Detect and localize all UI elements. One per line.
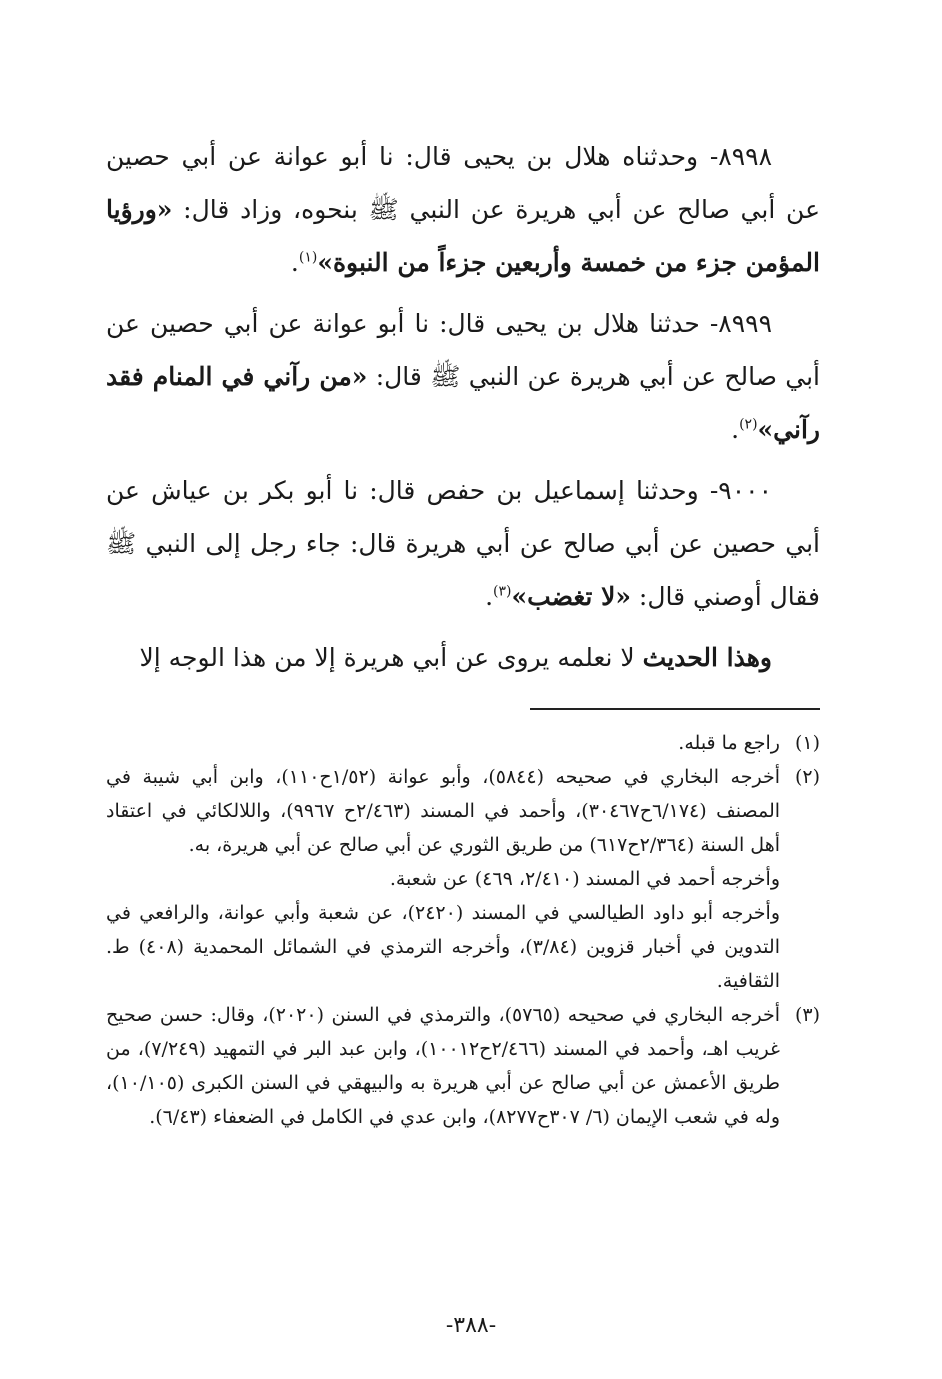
commentary-bold: وهذا الحديث — [642, 643, 772, 672]
footnote-text: وأخرجه أبو داود الطيالسي في المسند (٢٤٢٠)، عن شعبة وأبي عوانة، والرافعي في التدوين في أخبار قزوين (٣/٨٤)، وأخرجه الترمذي في الشمائل المحمدية (٤٠٨) ط. الثقافية. — [106, 902, 781, 992]
hadith-text: ٨٩٩٩- حدثنا هلال بن يحيى قال: نا أبو عوانة عن أبي حصين عن أبي صالح عن أبي هريرة عن النبي ﷺ قال: — [106, 309, 820, 391]
main-text — [106, 130, 820, 684]
hadith-end: . — [485, 582, 494, 611]
commentary-paragraph — [106, 631, 820, 684]
footnote-number: (٣) — [794, 1004, 820, 1026]
footnote-text: أخرجه البخاري في صحيحه (٥٧٦٥)، والترمذي في السنن (٢٠٢٠)، وقال: حسن صحيح غريب اهـ، وأحمد في المسند (٢/٤٦٦ح١٠٠١٢)، وابن عبد البر في التمهيد (٧/٢٤٩)، من طريق الأعمش عن أبي صالح عن أبي هريرة به والبيهقي في السنن الكبرى (١٠/١٠٥)، وله في شعب الإيمان (٦/ ٣٠٧ح٨٢٧٧)، وابن عدي في الكامل في الضعفاء (٦/٤٣). — [106, 1004, 780, 1128]
footnote-ref: (٢) — [739, 416, 758, 433]
hadith-8999 — [106, 297, 820, 456]
footnote-number: (١) — [794, 732, 820, 754]
hadith-8998 — [106, 130, 820, 289]
hadith-text: ٨٩٩٨- وحدثناه هلال بن يحيى قال: نا أبو عوانة عن أبي حصين عن أبي صالح عن أبي هريرة عن النبي ﷺ بنحوه، وزاد قال: — [106, 142, 820, 224]
footnote-divider — [530, 708, 820, 710]
footnote-2 — [106, 760, 820, 998]
footnote-ref: (١) — [298, 249, 318, 266]
hadith-text: ٩٠٠٠- وحدثنا إسماعيل بن حفص قال: نا أبو بكر بن عياش عن أبي حصين عن أبي صالح عن أبي هريرة قال: جاء رجل إلى النبي ﷺ فقال أوصني قال: — [106, 476, 820, 611]
hadith-quote: «من رآني في المنام فقد رآني» — [106, 362, 820, 444]
footnotes — [106, 726, 820, 1134]
footnote-text: أخرجه البخاري في صحيحه (٥٨٤٤)، وأبو عوانة (١/٥٢ح١١٠)، وابن أبي شيبة في المصنف (٦/١٧٤ح٣٠٤٦٧)، وأحمد في المسند (٢/٤٦٣ح ٩٩٦٧)، واللالكائي في اعتقاد أهل السنة (٢/٣٦٤ح٦١٧) من طريق الثوري عن أبي صالح عن أبي هريرة، به. — [106, 766, 781, 856]
footnote-ref: (٣) — [493, 583, 512, 600]
page-number: -٣٨٨- — [445, 1313, 497, 1338]
hadith-end: . — [290, 248, 299, 277]
footnote-text: راجع ما قبله. — [678, 732, 780, 754]
footnote-number: (٢) — [794, 766, 820, 788]
hadith-quote: «لا تغضب» — [511, 582, 631, 611]
hadith-end: . — [731, 415, 740, 444]
footnote-3 — [106, 998, 820, 1134]
footnote-1 — [106, 726, 820, 760]
commentary-text: لا نعلمه يروى عن أبي هريرة إلا من هذا الوجه إلا — [139, 643, 643, 672]
hadith-quote: «ورؤيا المؤمن جزء من خمسة وأربعين جزءاً من النبوة» — [106, 195, 820, 277]
hadith-9000 — [106, 464, 820, 623]
page-body — [106, 130, 820, 1134]
footnote-text: وأخرجه أحمد في المسند (٢/٤١٠، ٤٦٩) عن شعبة. — [389, 868, 780, 890]
